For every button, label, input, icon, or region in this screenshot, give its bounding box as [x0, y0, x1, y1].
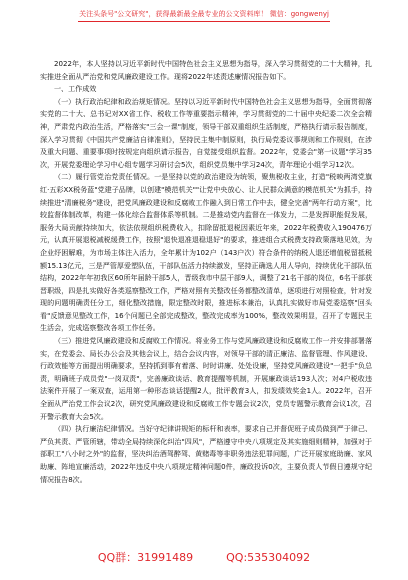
- paragraph-anti-corruption: （三）推进党风廉政建设和反腐败工作情况。将业务工作与党风廉政建设和反腐败工作一并安排部署落实，在党委会、局长办公会及其他会议上，结合会议内容，对领导干部的清正廉洁、监督管理、作风建设、行政效能等方面提出明确要求，坚持抓到事有着落、时时讲廉、处处设廉，坚持党风廉政建设"一把手"负总责，明确班子成员党"一岗双责"，完善廉政谈话、教育提醒等机制，开展廉政谈话193人次；对4户税收违法案件开展了一案双查，运用第一种形态谈话提醒2人，批评教育3人，扣发绩效奖金1人。2022年，召开全面从严治党工作会议2次，研究党风廉政建设和反腐败工作专题会议2次，党员专题警示教育会议1次，召开警示教育大会5次。: [40, 336, 372, 421]
- paragraph-integrity-discipline: （四）执行廉洁纪律情况。当好守纪律讲规矩的标杆和表率，要求自己并督促班子成员做到严于律己、严负其责、严管所辖，带动全局持续深化纠治"四风"，严格遵守中央八项规定及其实施细则精神，加强对于部职工"八小时之外"的监督，坚决纠治酒驾醉驾、黄赌毒等非职务违法犯罪问题，广泛开展家庭助廉、家风助廉、阵地宣廉活动，2022年违反中央八项规定精神问题0件，廉政投诉0次，主要负责人节假日遵规守纪情况报告8次。: [40, 424, 372, 484]
- section-heading-work-results: 一、工作成效: [54, 84, 97, 94]
- paragraph-political-discipline: （一）执行政治纪律和政治规矩情况。坚持以习近平新时代中国特色社会主义思想为指导，全面贯彻落实党的二十大、总书记对XX省工作、税收工作等重要指示精神，学习贯彻党的二十届中央纪委二次全会精神，严肃党内政治生活，严格落实"三会一课"制度，领导干部双重组织生活制度，严格执行请示报告制度，深入学习贯彻《中国共产党廉洁自律准则》，坚持民主集中制原则，执行局党委议事规则和工作规则，在涉及重大问题、重要事项时按规定向组织请示报告，自觉接受组织监督。2022年，党委会"第一议题"学习35次，开展党委理论学习中心组专题学习研讨会5次，组织党员集中学习24次，青年理论小组学习12次。: [40, 96, 372, 169]
- top-banner-bar: [0, 0, 408, 28]
- qq-number-text: QQ:535304092: [226, 551, 311, 564]
- intro-paragraph: 2022年，本人坚持以习近平新时代中国特色社会主义思想为指导，深入学习贯彻党的二十大精神，扎实推进全面从严治党和党风廉政建设工作。现将2022年述责述廉情况报告如下。: [40, 59, 372, 81]
- qq-group-text: QQ群：31991489: [97, 551, 194, 564]
- report-body: [40, 58, 372, 486]
- contact-footer: [0, 550, 408, 566]
- promo-banner-text: 关注头条号"公文研究"，获得最新最全最专业的公文资料库！ 微信：gongwenyj: [78, 9, 330, 22]
- paragraph-party-responsibility: （二）履行管党治党责任情况。一是坚持以党的政治建设为统领，聚焦税收主业，打造"税映两湾党旗红·五彩XX税务蓝"党建子品牌，以创建"模范机关""让党中央放心、让人民群众满意的模范机关"为抓手，持续推进"清廉税务"建设，把党风廉政建设和反腐败工作融入到日常工作中去，健全完善"两年行动方案"，比较监督体制改革，构建一体化综合监督体系等机制。二是推动党内监督在一体发力，二是发挥职能促发展，服务大局贡献持续加大，依法依规组织税费收入，扣除留抵退税因素近年来，2022年税费收入190476万元，认真开展退税减税缓费工作，按照"退快退准退稳退好"的要求，推进组合式税费支持政策落地见效，为企业纾困解难，为市场主体注入活力，全年累计为102户（143户次）符合条件的纳税人退还增值税留抵税额15.13亿元，三是严管厚爱塑队伍，干部队伍活力持续激发，坚持正确选人用人导向，持续优化干部队伍结构，2022年年初我区60所年届龄干部5人，晋级我市中层干部9人，调整了21名干部的岗位，6名干部获晋职级，四是扎实做好各类巡察整改工作，严格对照有关整改任务都整改清单，逐项进行对照检查，针对发现的问题明确责任分工，细化整改措施，限定整改时限，推进标本兼治，认真扎实做好市局党委巡察"回头看"反馈意见整改工作，16个问题已全部完成整改，整改完成率为100%，整改效果明显，召开了专题民主生活会，完成巡察整改各项工作任务。: [40, 172, 372, 333]
